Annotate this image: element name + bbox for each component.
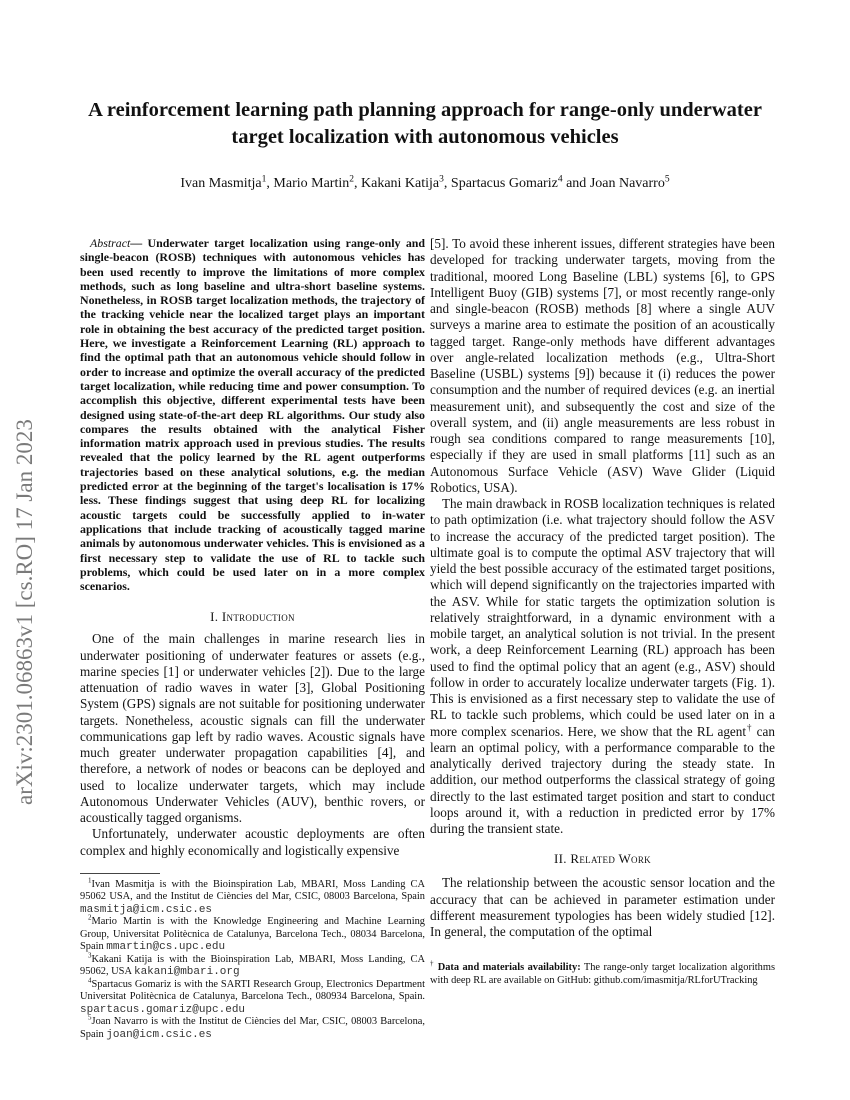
arxiv-identifier: arXiv:2301.06863v1 [cs.RO] 17 Jan 2023 — [12, 419, 37, 805]
affiliation-footnotes — [80, 876, 425, 1042]
paper-title: A reinforcement learning path planning approach for range-only underwater target localization with autonomous vehicles — [88, 99, 762, 148]
email-link[interactable]: kakani@mbari.org — [133, 966, 240, 979]
footnote: $^2$Mario Martin is with the Knowledge Engineering and Machine Learning Group, Universitat Politècnica de Catalunya, Barcelona Tech., 08034 Barcelona, Spain mmartin@cs.upc.edu — [80, 913, 425, 954]
email-link[interactable]: joan@icm.csic.es — [106, 1028, 212, 1041]
section-heading-introduction: I. Introduction — [210, 609, 295, 625]
paragraph: The main drawback in ROSB localization techniques is related to path optimization (i.e. what trajectory should follow the ASV to increase the accuracy of the predicted target position). The ultimate goal is to compute the optimal ASV trajectory that will yield the best possible accuracy of the estimated target positions, which will depend significantly on the trajectories imparted with the ASV. While for static targets the optimization solution is relatively straightforward, in a dynamic environment with a mobile target, an analytical solution is not trivial. In the present work, a deep Reinforcement Learning (RL) approach has been used to find the optimal policy that an agent (e.g., ASV) should follow in order to accurately localize underwater targets (Fig. 1). This is envisioned as a first necessary step to validate the use of RL to tackle such problems, which could be used later on in a more complex scenarios. Here, we show that the RL agent† can learn an optimal policy, with a performance comparable to the analytically derived trajectory during the steady state. In addition, our method outperforms the classical strategy of going directly to the last estimated target position and start to conduct loops around it, with a reduction in predicted error by 17% during the transient state. — [430, 496, 775, 836]
footnote: $^5$Joan Navarro is with the Institut de Ciències del Mar, CSIC, 08003 Barcelona, Spain joan@icm.csic.es — [80, 1013, 425, 1041]
author: Spartacus Gomariz$^4$ and — [450, 174, 590, 191]
email-link[interactable]: masmitja@icm.csic.es — [80, 903, 213, 916]
paragraph: One of the main challenges in marine research lies in underwater positioning of underwater features or assets (e.g., marine species [1] or underwater vehicles [2]). Due to the large attenuation of radio waves in water [3], Global Positioning System (GPS) signals are not suitable for positioning underwater targets. Nonetheless, acoustic signals can fill the underwater communications gap left by radio waves. Acoustic signals have much greater underwater propagation capabilities [4], and therefore, a network of nodes or beacons can be deployed and used to localize underwater targets, which may include Autonomous Underwater Vehicles (AUV), benthic rovers, or acoustically tagged organisms. — [80, 631, 425, 826]
author: Ivan Masmitja$^1$, — [180, 174, 274, 191]
footnote: $^4$Spartacus Gomariz is with the SARTI Research Group, Electronics Department Universitat Politècnica de Catalunya, Barcelona Tech., 080934 Barcelona, Spain. spartacus.gomariz@upc.edu — [80, 976, 425, 1016]
author-list — [60, 176, 790, 192]
footnote-marker[interactable]: † — [746, 722, 753, 733]
right-column — [430, 236, 775, 1017]
email-link[interactable]: spartacus.gomariz@upc.edu — [80, 1003, 246, 1016]
footnote: $^3$Kakani Katija is with the Bioinspiration Lab, MBARI, Moss Landing, CA 95062, USA kakani@mbari.org — [80, 951, 425, 979]
paragraph: Unfortunately, underwater acoustic deployments are often complex and highly economically and logistically expensive — [80, 826, 425, 858]
footnote-divider — [80, 873, 160, 874]
data-availability-footnote: † Data and materials availability: The range-only target localization algorithms with deep RL are available on GitHub: github.com/imasmitja/RLforUTracking — [430, 959, 776, 986]
paragraph: [5]. To avoid these inherent issues, different strategies have been developed for tracking underwater targets, moving from the traditional, moored Long Baseline (LBL) systems [6], to GPS Intelligent Buoy (GIB) systems [7], or most recently range-only and single-beacon (ROSB) methods [8] where a single AUV surveys a marine area to estimate the position of an acoustically tagged target. Range-only methods have different advantages over angle-related localization methods (e.g., Ultra-Short Baseline (USBL) systems [9]) because it (i) reduces the power consumption and the number of required devices (e.g. an inertial measurement unit), and subsequently the cost and size of the overall system, and (ii) angle measurements are less robust in rough sea conditions compared to range measurements [10], especially if they are used in small platforms [11] such as an Autonomous Surface Vehicle (ASV) Wave Glider (Liquid Robotics, USA). — [430, 236, 775, 495]
abstract-label: Abstract — [90, 236, 131, 250]
left-column — [80, 236, 425, 1071]
footnote: $^1$Ivan Masmitja is with the Bioinspiration Lab, MBARI, Moss Landing CA 95062 USA, and the Institut de Ciències del Mar, CSIC, 08003 Barcelona, Spain masmitja@icm.csic.es — [80, 876, 425, 916]
abstract: Abstract— Underwater target localization using range-only and single-beacon (ROSB) techniques with autonomous vehicles has been used recently to improve the limitations of more complex methods, such as long baseline and ultra-short baseline systems. Nonetheless, in ROSB target localization methods, the trajectory of the tracking vehicle near the localized target plays an important role in obtaining the best accuracy of the predicted target position. Here, we investigate a Reinforcement Learning (RL) approach to find the optimal path that an autonomous vehicle should follow in order to increase and optimize the overall accuracy of the predicted target localization, while reducing time and power consumption. To accomplish this objective, different experimental tests have been designed using state-of-the-art deep RL algorithms. Our study also compares the results obtained with the analytical Fisher information matrix approach used in previous studies. The results revealed that the policy learned by the RL agent outperforms trajectories based on these analytical solutions, e.g. the median predicted error at the beginning of the target's localisation is 17% less. These findings suggest that using deep RL for localizing acoustic targets could be successfully applied to in-water applications that include tracking of acoustically tagged marine animals by autonomous underwater vehicles. This is envisioned as a first necessary step to validate the use of RL to tackle such problems, which could be used later on in a more complex scenarios. — [80, 236, 425, 594]
email-link[interactable]: mmartin@cs.upc.edu — [106, 941, 226, 954]
section-heading-related-work: II. Related Work — [554, 851, 651, 867]
author: Joan Navarro$^5$ — [589, 174, 670, 191]
author: Kakani Katija$^3$, — [361, 174, 451, 191]
paragraph: The relationship between the acoustic sensor location and the accuracy that can be achieved in parameter estimation under different measurement typologies has been widely studied [12]. In general, the computation of the optimal — [430, 875, 775, 939]
abstract-text: Underwater target localization using range-only and single-beacon (ROSB) techniques with autonomous vehicles has been used recently to improve the limitations of more complex methods, such as long baseline and ultra-short baseline systems. Nonetheless, in ROSB target localization methods, the trajectory of the tracking vehicle near the localized target plays an important role in obtaining the best accuracy of the predicted target position. Here, we investigate a Reinforcement Learning (RL) approach to find the optimal path that an autonomous vehicle should follow in order to increase and optimize the overall accuracy of the predicted target localization, while reducing time and power consumption. To accomplish this objective, different experimental tests have been designed using state-of-the-art deep RL algorithms. Our study also compares the results obtained with the analytical Fisher information matrix approach used in previous studies. The results revealed that the policy learned by the RL agent outperforms trajectories based on these analytical solutions, e.g. the median predicted error at the beginning of the target's localisation is 17% less. These findings suggest that using deep RL for localizing acoustic targets could be successfully applied to in-water applications that include tracking of acoustically tagged marine animals by autonomous underwater vehicles. This is envisioned as a first necessary step to validate the use of RL to tackle such problems, which could be used later on in a more complex scenarios. — [80, 236, 425, 594]
author: Mario Martin$^2$, — [273, 174, 361, 191]
